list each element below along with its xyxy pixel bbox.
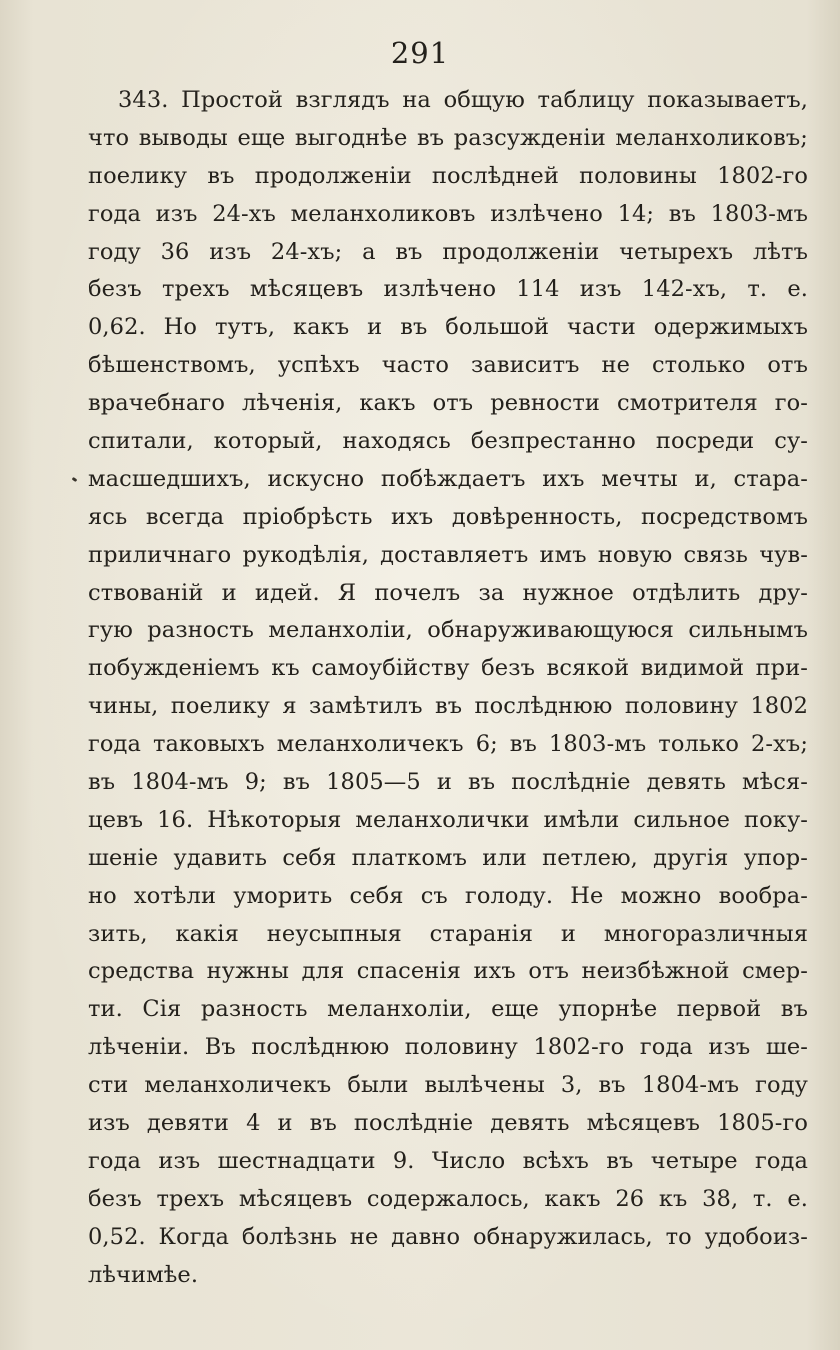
text-line: года таковыхъ меланхоличекъ 6; въ 1803-мъ только 2-хъ;	[88, 731, 808, 758]
text-line: году 36 изъ 24-хъ; а въ продолженіи четырехъ лѣтъ	[88, 238, 808, 265]
text-line: 343. Простой взглядъ на общую таблицу показываетъ,	[118, 87, 808, 113]
text-line: масшедшихъ, искусно побѣждаетъ ихъ мечты и, стара-	[88, 465, 808, 492]
text-line: года изъ шестнадцати 9. Число всѣхъ въ четыре года	[88, 1147, 808, 1174]
text-line: гую разность меланхоліи, обнаруживающуюся сильнымъ	[88, 617, 808, 644]
text-line: лѣчимѣе.	[88, 1261, 199, 1288]
text-line: ясь всегда пріобрѣсть ихъ довѣренность, посредствомъ	[88, 503, 808, 530]
body-text	[88, 82, 808, 1295]
text-line: безъ трехъ мѣсяцевъ содержалось, какъ 26 къ 38, т. е.	[88, 1185, 808, 1212]
text-line: что выводы еще выгоднѣе въ разсужденіи меланхоликовъ;	[88, 124, 808, 151]
text-line: врачебнаго лѣченія, какъ отъ ревности смотрителя го-	[88, 390, 808, 417]
text-line: приличнаго рукодѣлія, доставляетъ имъ новую связь чув-	[88, 541, 808, 568]
text-line: сти меланхоличекъ были вылѣчены 3, въ 1804-мъ году	[88, 1072, 808, 1099]
text-line: лѣченіи. Въ послѣднюю половину 1802-го года изъ ше-	[88, 1034, 808, 1061]
text-line: поелику въ продолженіи послѣдней половины 1802-го	[88, 162, 808, 189]
text-line: ти. Сія разность меланхоліи, еще упорнѣе первой въ	[88, 996, 808, 1023]
text-line: изъ девяти 4 и въ послѣдніе девять мѣсяцевъ 1805-го	[88, 1110, 808, 1137]
text-line: безъ трехъ мѣсяцевъ излѣчено 114 изъ 142-хъ, т. е.	[88, 276, 808, 303]
text-line: побужденіемъ къ самоубійству безъ всякой видимой при-	[88, 655, 808, 682]
text-line: спитали, который, находясь безпрестанно посреди су-	[88, 428, 808, 455]
text-line: ствованій и идей. Я почелъ за нужное отдѣлить дру-	[88, 579, 808, 606]
text-line: средства нужны для спасенія ихъ отъ неизбѣжной смер-	[88, 958, 808, 985]
text-line: года изъ 24-хъ меланхоликовъ излѣчено 14; въ 1803-мъ	[88, 200, 808, 227]
text-line: въ 1804-мъ 9; въ 1805—5 и въ послѣдніе девять мѣся-	[88, 769, 808, 796]
text-line: цевъ 16. Нѣкоторыя меланхолички имѣли сильное поку-	[88, 806, 808, 833]
text-line: шеніе удавить себя платкомъ или петлею, другія упор-	[88, 844, 808, 871]
text-line: чины, поелику я замѣтилъ въ послѣднюю половину 1802	[88, 693, 808, 720]
ink-speck	[72, 477, 78, 482]
page-number: 291	[390, 36, 450, 70]
text-line: бѣшенствомъ, успѣхъ часто зависитъ не столько отъ	[88, 352, 808, 379]
text-line: 0,62. Но тутъ, какъ и въ большой части одержимыхъ	[88, 314, 808, 341]
text-line: 0,52. Когда болѣзнь не давно обнаружилась, то удобоиз-	[88, 1223, 808, 1250]
text-line: но хотѣли уморить себя съ голоду. Не можно вообра-	[88, 882, 808, 909]
text-line: зить, какія неусыпныя старанія и многоразличныя	[88, 920, 808, 947]
